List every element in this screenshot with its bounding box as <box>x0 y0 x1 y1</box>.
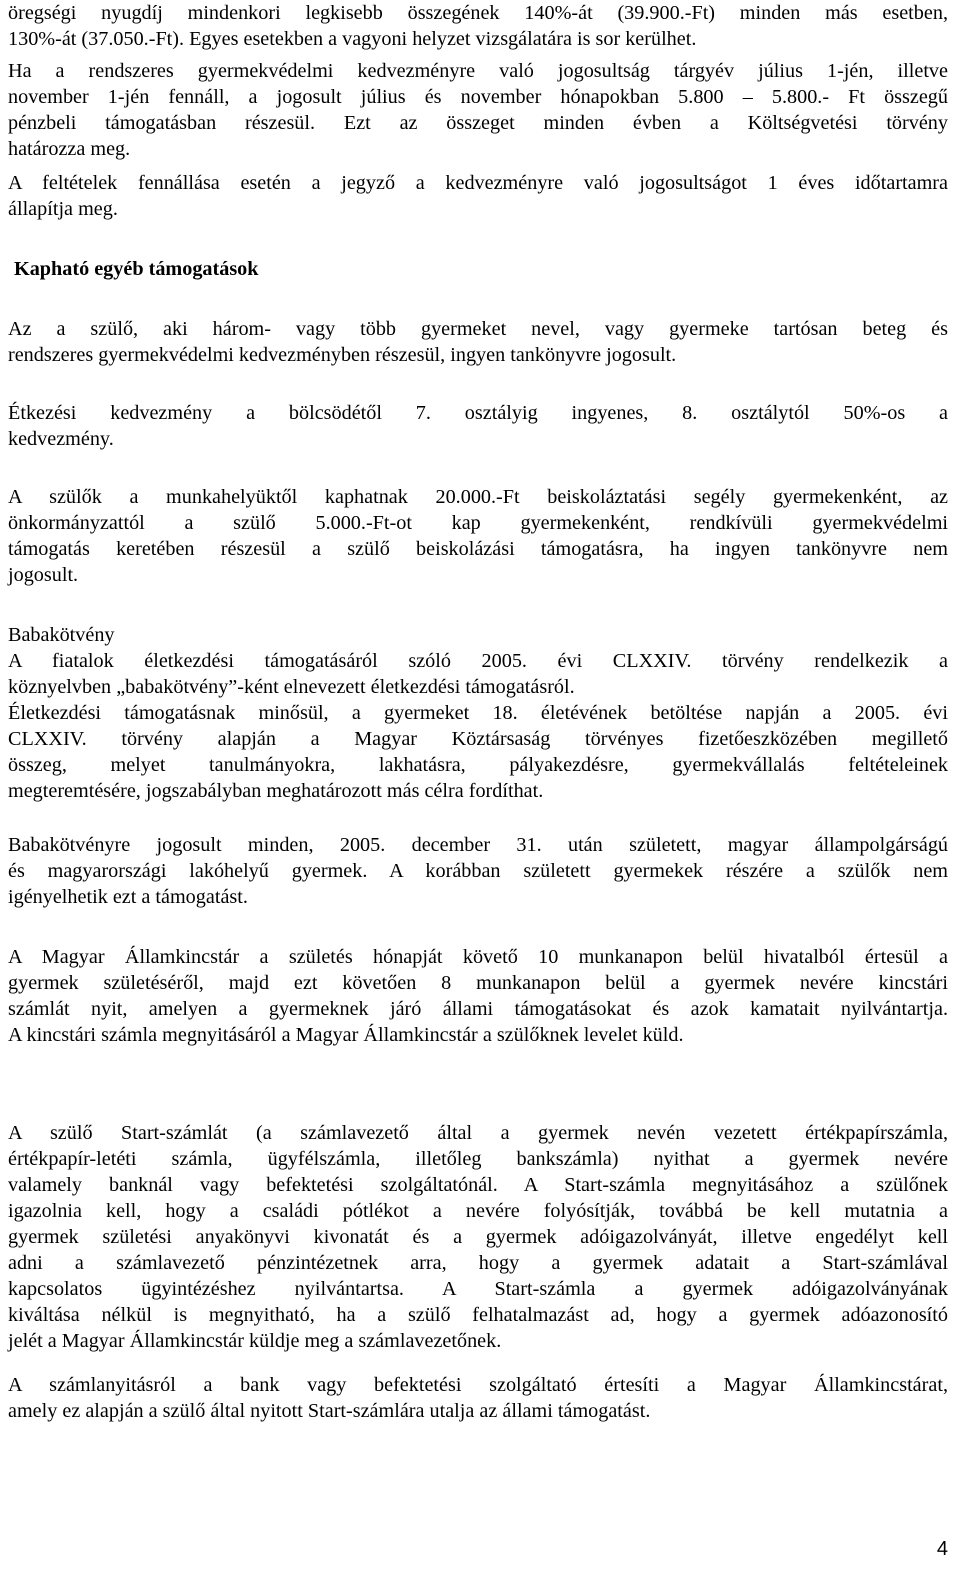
text-line: CLXXIV. törvény alapján a Magyar Köztársaság törvényes fizetőeszközében megillető <box>8 728 948 750</box>
text-line: igényelhetik ezt a támogatást. <box>8 886 248 908</box>
paragraph-treasury <box>8 944 948 1048</box>
text-line: jogosult. <box>8 564 79 586</box>
text-line: Az a szülő, aki három- vagy több gyermeket nevel, vagy gyermeke tartósan beteg és <box>8 318 948 340</box>
text-line: határozza meg. <box>8 138 131 160</box>
text-line: Ha a rendszeres gyermekvédelmi kedvezményre való jogosultság tárgyév július 1-jén, illetve <box>8 60 948 82</box>
paragraph-bank-notice <box>8 1372 948 1424</box>
paragraph-baby-bond <box>8 622 948 804</box>
text-line: igazolnia kell, hogy a családi pótlékot a nevére folyósítják, továbbá be kell mutatnia a <box>8 1200 948 1222</box>
text-line: összeg, melyet tanulmányokra, lakhatásra, pályakezdésre, gyermekvállalás feltételeinek <box>8 754 948 776</box>
text-line: jelét a Magyar Államkincstár küldje meg a számlavezetőnek. <box>8 1330 502 1352</box>
text-line: 130%-át (37.050.-Ft). Egyes esetekben a vagyoni helyzet vizsgálatára is sor kerülhet. <box>8 28 697 50</box>
text-line: számlát nyit, amelyen a gyermeknek járó állami támogatásokat és azok kamatait nyilvántartja. <box>8 998 948 1020</box>
text-line: pénzbeli támogatásban részesül. Ezt az összeget minden évben a Költségvetési törvény <box>8 112 948 134</box>
text-line: megteremtésére, jogszabályban meghatározott más célra fordíthat. <box>8 780 544 802</box>
paragraph-child-protection <box>8 58 948 162</box>
paragraph-conditions <box>8 170 948 222</box>
text-line: Étkezési kedvezmény a bölcsödétől 7. osztályig ingyenes, 8. osztálytól 50%-os a <box>8 402 948 424</box>
text-line: kapcsolatos ügyintézéshez nyilvántartsa. A Start-számla a gyermek adóigazolványának <box>8 1278 948 1300</box>
paragraph-school-aid <box>8 484 948 588</box>
text-line: amely ez alapján a szülő által nyitott Start-számlára utalja az állami támogatást. <box>8 1400 651 1422</box>
paragraph-eligibility <box>8 832 948 910</box>
text-line: rendszeres gyermekvédelmi kedvezményben részesül, ingyen tankönyvre jogosult. <box>8 344 677 366</box>
paragraph-start-account <box>8 1120 948 1354</box>
text-line: kedvezmény. <box>8 428 114 450</box>
text-line: A fiatalok életkezdési támogatásáról szóló 2005. évi CLXXIV. törvény rendelkezik a <box>8 650 948 672</box>
text-line: A kincstári számla megnyitásáról a Magyar Államkincstár a szülőknek levelet küld. <box>8 1024 684 1046</box>
text-line: adni a számlavezető pénzintézetnek arra, hogy a gyermek adatait a Start-számlával <box>8 1252 948 1274</box>
text-line: gyermek születéséről, majd ezt követően 8 munkanapon belül a gyermek nevére kincstári <box>8 972 948 994</box>
paragraph-textbooks <box>8 316 948 368</box>
text-line: öregségi nyugdíj mindenkori legkisebb összegének 140%-át (39.900.-Ft) minden más esetben, <box>8 2 948 24</box>
text-line: A Magyar Államkincstár a születés hónapját követő 10 munkanapon belül hivatalból értesül a <box>8 946 948 968</box>
text-line: gyermek születési anyakönyvi kivonatát és a gyermek adóigazolványát, illetve engedélyt kell <box>8 1226 948 1248</box>
section-heading: Kapható egyéb támogatások <box>14 258 259 280</box>
paragraph-pension <box>8 0 948 52</box>
text-line: A feltételek fennállása esetén a jegyző a kedvezményre való jogosultságot 1 éves időtartamra <box>8 172 948 194</box>
text-line: A szülő Start-számlát (a számlavezető által a gyermek nevén vezetett értékpapírszámla, <box>8 1122 948 1144</box>
text-line: állapítja meg. <box>8 198 118 220</box>
text-line: A számlanyitásról a bank vagy befektetési szolgáltató értesíti a Magyar Államkincstárat, <box>8 1374 948 1396</box>
text-line: november 1-jén fennáll, a jogosult július és november hónapokban 5.800 – 5.800.- Ft összegű <box>8 86 948 108</box>
text-line: A szülők a munkahelyüktől kaphatnak 20.000.-Ft beiskoláztatási segély gyermekenként, az <box>8 486 948 508</box>
paragraph-meals <box>8 400 948 452</box>
text-line: és magyarországi lakóhelyű gyermek. A korábban született gyermekek részére a szülők nem <box>8 860 948 882</box>
text-line: Életkezdési támogatásnak minősül, a gyermeket 18. életévének betöltése napján a 2005. évi <box>8 702 948 724</box>
text-line: köznyelvben „babakötvény”-ként elnevezett életkezdési támogatásról. <box>8 676 575 698</box>
text-line: támogatás keretében részesül a szülő beiskolázási támogatásra, ha ingyen tankönyvre nem <box>8 538 948 560</box>
page-number: 4 <box>936 1538 948 1560</box>
text-line: kiváltása nélkül is megnyitható, ha a szülő felhatalmazást ad, hogy a gyermek adóazonosító <box>8 1304 948 1326</box>
text-line: Babakötvényre jogosult minden, 2005. december 31. után született, magyar állampolgárságú <box>8 834 948 856</box>
text-line: értékpapír-letéti számla, ügyfélszámla, illetőleg bankszámla) nyithat a gyermek nevére <box>8 1148 948 1170</box>
text-line: önkormányzattól a szülő 5.000.-Ft-ot kap gyermekenként, rendkívüli gyermekvédelmi <box>8 512 948 534</box>
subsection-title: Babakötvény <box>8 624 115 646</box>
text-line: valamely banknál vagy befektetési szolgáltatónál. A Start-számla megnyitásához a szülőnek <box>8 1174 948 1196</box>
